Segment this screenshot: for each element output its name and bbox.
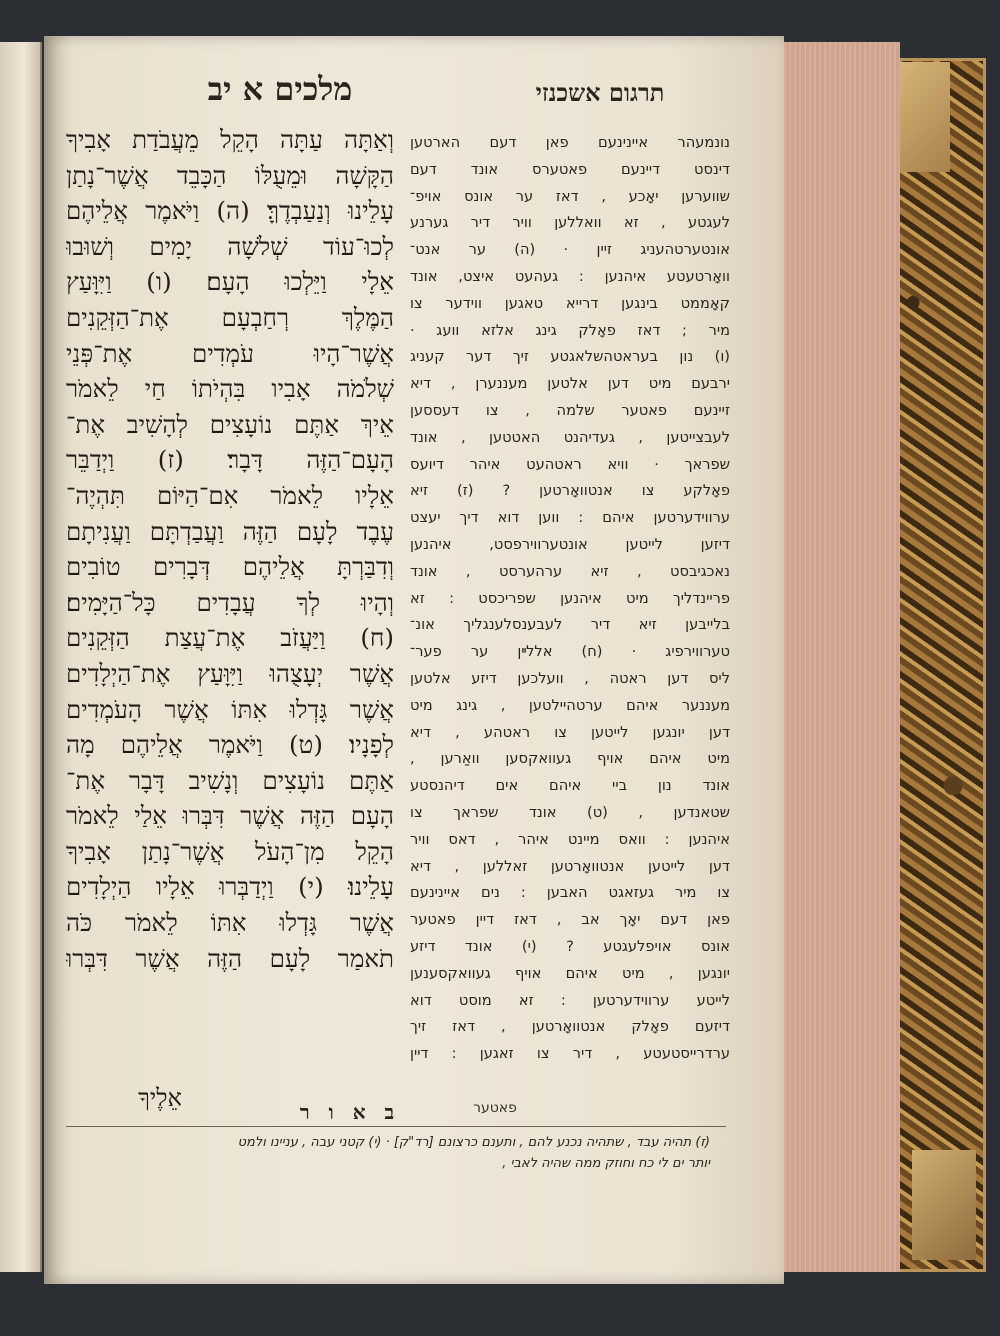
yiddish-line: זיינעם פאטער שלמה , צו דעססען [410, 401, 730, 419]
hebrew-line: שְׁלֹמֹה אָבִיו בִּהְיֹתוֹ חַי לֵאמֹר [66, 374, 394, 404]
yiddish-line: אונד נון ביי איהם אים דיהנסטע [410, 777, 730, 795]
hebrew-line: הָקֵל מִן־הָעֹל אֲשֶׁר־נָתַן אָבִיךָ [66, 836, 394, 866]
yiddish-line: נאכגיבסט , זיא ערהערסט , אונד [410, 562, 730, 580]
hebrew-line: וְאַתָּה עַתָּה הָקֵל מֵעֲבֹדַת אָבִיךָ [66, 125, 394, 154]
targum-title: תרגום אשכנזי [535, 78, 665, 107]
hebrew-line: וְדִבַּרְתָּ אֲלֵיהֶם דְּבָרִים טוֹבִים [66, 552, 394, 582]
yiddish-line: נונמעהר איינינעם פאן דעם הארטען [410, 134, 730, 151]
yiddish-line: שפראך · וויא ראטהעט איהר דיועס [410, 455, 730, 473]
yiddish-line: דען יונגען לייטען צו ראטהע , דיא [410, 723, 730, 741]
hebrew-line: לְפָנָיו׃ (ט) וַיֹּאמֶר אֲלֵיהֶם מָה [66, 730, 394, 760]
yiddish-line: מיר ; דאז פאָלק גינג אלזא וועג · [410, 321, 730, 339]
hebrew-line: אַתֶּם נוֹעָצִים וְנָשִׁיב דָּבָר אֶת־ [66, 765, 394, 795]
yiddish-line: קאָממט בינגען דרייא טאגען ווידער צו [410, 294, 730, 312]
catchword: פאטער [473, 1100, 517, 1116]
hebrew-line: אֲשֶׁר־הָיוּ עֹמְדִים אֶת־פְּנֵי [66, 338, 394, 368]
yiddish-line: לייטע ערווידערטען : זא מוסט דוא [410, 991, 730, 1009]
yiddish-line: אונטערטהעניג זיין · (ה) ער אנט־ [410, 241, 730, 259]
cover-corner-bottom [912, 1150, 976, 1260]
yiddish-line: (ו) נון בעראטהשלאגטע זיך דער קעניג [410, 348, 730, 366]
hebrew-line: עָלֵינוּ׃ (י) וַיְדַבְּרוּ אֵלָיו הַיְלָדִים [66, 872, 394, 902]
hebrew-line: עֶבֶד לָעָם הַזֶּה וַעֲבַדְתָּם וַעֲנִיתָם [66, 516, 394, 546]
biur-section-title: ב א ו ר [299, 1100, 401, 1124]
hebrew-line: אֲשֶׁר גָּדְלוּ אִתּוֹ אֲשֶׁר הָעֹמְדִים [66, 694, 394, 724]
yiddish-translation-column [410, 130, 730, 1100]
hebrew-line: הַקָּשָׁה וּמֵעֻלּוֹ הַכָּבֵד אֲשֶׁר־נָתַן [66, 160, 394, 190]
yiddish-line: ערדרייסטעטע , דיר צו זאגען : דיין [410, 1045, 730, 1063]
page-header [100, 70, 720, 120]
yiddish-line: שטאנדען , (ט) אונד שפראך צו [410, 803, 730, 821]
biur-commentary [60, 1132, 710, 1192]
yiddish-line: דינסט דיינעם פאטערס אונד דעם [410, 160, 730, 178]
yiddish-line: פריינדליך מיט איהנען שפריכסט : זא [410, 589, 730, 607]
yiddish-line: פאָלקע צו אנטוואָרטען ? (ז) זיא [410, 482, 730, 500]
hebrew-line: אֲשֶׁר גָּדְלוּ אִתּוֹ לֵאמֹר כֹּה [66, 908, 394, 938]
hebrew-line: לְכוּ־עוֹד שְׁלֹשָׁה יָמִים וְשׁוּבוּ [66, 231, 394, 261]
yiddish-line: מיט איהם אויף געוואקסען וואַרען , [410, 750, 730, 768]
hebrew-line: הַמֶּלֶךְ רְחַבְעָם אֶת־הַזְּקֵנִים [66, 302, 394, 332]
yiddish-line: וואָרטעטע איהנען : געהעט איצט, אונד [410, 267, 730, 285]
hebrew-line: אֲשֶׁר יְעָצֻהוּ וַיִּוָּעַץ אֶת־הַיְלָדִים [66, 658, 394, 688]
yiddish-line: ערווידערטען איהם : ווען דוא דיך יעצט [410, 509, 730, 527]
yiddish-line: אונס אויפלעגטע ? (י) אונד דיזע [410, 937, 730, 955]
yiddish-line: לעבצייטען , געדיהנט האטטען , אונד [410, 428, 730, 446]
yiddish-line: דען לייטען אנטוואָרטען זאללען , דיא [410, 857, 730, 875]
left-page-edge [0, 42, 42, 1272]
yiddish-line: דיזען לייטען אונטערווירפסט, איהנען [410, 535, 730, 553]
yiddish-line: פאן דעם יאָך אב , דאז דיין פאטער [410, 911, 730, 929]
hebrew-line: וְהָיוּ לְךָ עֲבָדִים כָּל־הַיָּמִים׃ [66, 587, 394, 617]
yiddish-line: יונגען , מיט איהם אויף געוואקסענען [410, 964, 730, 982]
yiddish-line: שווערען יאָכע , דאז ער אונס אויפ־ [410, 187, 730, 205]
hebrew-line: אֵלָיו לֵאמֹר אִם־הַיּוֹם תִּהְיֶה־ [66, 480, 394, 510]
yiddish-line: לעגטע , זא וואללען וויר דיר גערנע [410, 214, 730, 232]
commentary-line: (ז) תהיה עבד , שתהיה נכנע להם , ותענם כרצונם [רד"ק] · (י) קטני עבה , עניינו ולמט [237, 1135, 710, 1150]
commentary-line: יותר ים לי כח וחוזק ממה שהיה לאבי , [502, 1156, 710, 1171]
yiddish-line: טערווירפיג · (ח) אללײן ער פער־ [410, 643, 730, 661]
hebrew-line: הָעָם הַזֶּה אֲשֶׁר דִּבְּרוּ אֵלַי לֵאמֹר [66, 801, 394, 831]
hebrew-line: תֹאמַר לָעָם הַזֶּה אֲשֶׁר דִּבְּרוּ [66, 943, 394, 973]
yiddish-line: בלייבען זיא דיר לעבענסלענגליך אונ־ [410, 616, 730, 634]
hebrew-line: אֵלָי וַיֵּלְכוּ הָעָם׃ (ו) וַיִּוָּעַץ [66, 267, 394, 297]
yiddish-line: איהנען : וואס מיינט איהר , דאס וויר [410, 830, 730, 848]
page-edges [780, 42, 900, 1272]
hebrew-line: הָעָם־הַזֶּה דָּבָר׃ (ז) וַיְדַבֵּר [66, 445, 394, 475]
yiddish-line: ירבעם מיט דען אלטען מעננערן , דיא [410, 375, 730, 393]
hebrew-line: עָלֵינוּ וְנַעַבְדֶךָּ׃ (ה) וַיֹּאמֶר אֲלֵיהֶם [66, 196, 394, 226]
hebrew-line: (ח) וַיַּעֲזֹב אֶת־עֲצַת הַזְּקֵנִים [66, 623, 394, 653]
yiddish-line: מעננער איהם ערטהיילטען , גינג מיט [410, 696, 730, 714]
hebrew-text-column [66, 122, 394, 1102]
yiddish-line: ליס דען ראטה , וועלכען דיזע אלטען [410, 669, 730, 687]
yiddish-line: צו מיר געזאגט האבען : נים איינינעם [410, 884, 730, 902]
yiddish-line: דיזעם פאָלק אנטוואָרטען , דאז זיך [410, 1018, 730, 1036]
hebrew-last-word: אֵלֶיךָ [138, 1084, 182, 1112]
section-divider [66, 1126, 726, 1127]
hebrew-book-title: מלכים א יב [207, 70, 353, 108]
hebrew-line: אֵיךְ אַתֶּם נוֹעָצִים לְהָשִׁיב אֶת־ [66, 409, 394, 439]
